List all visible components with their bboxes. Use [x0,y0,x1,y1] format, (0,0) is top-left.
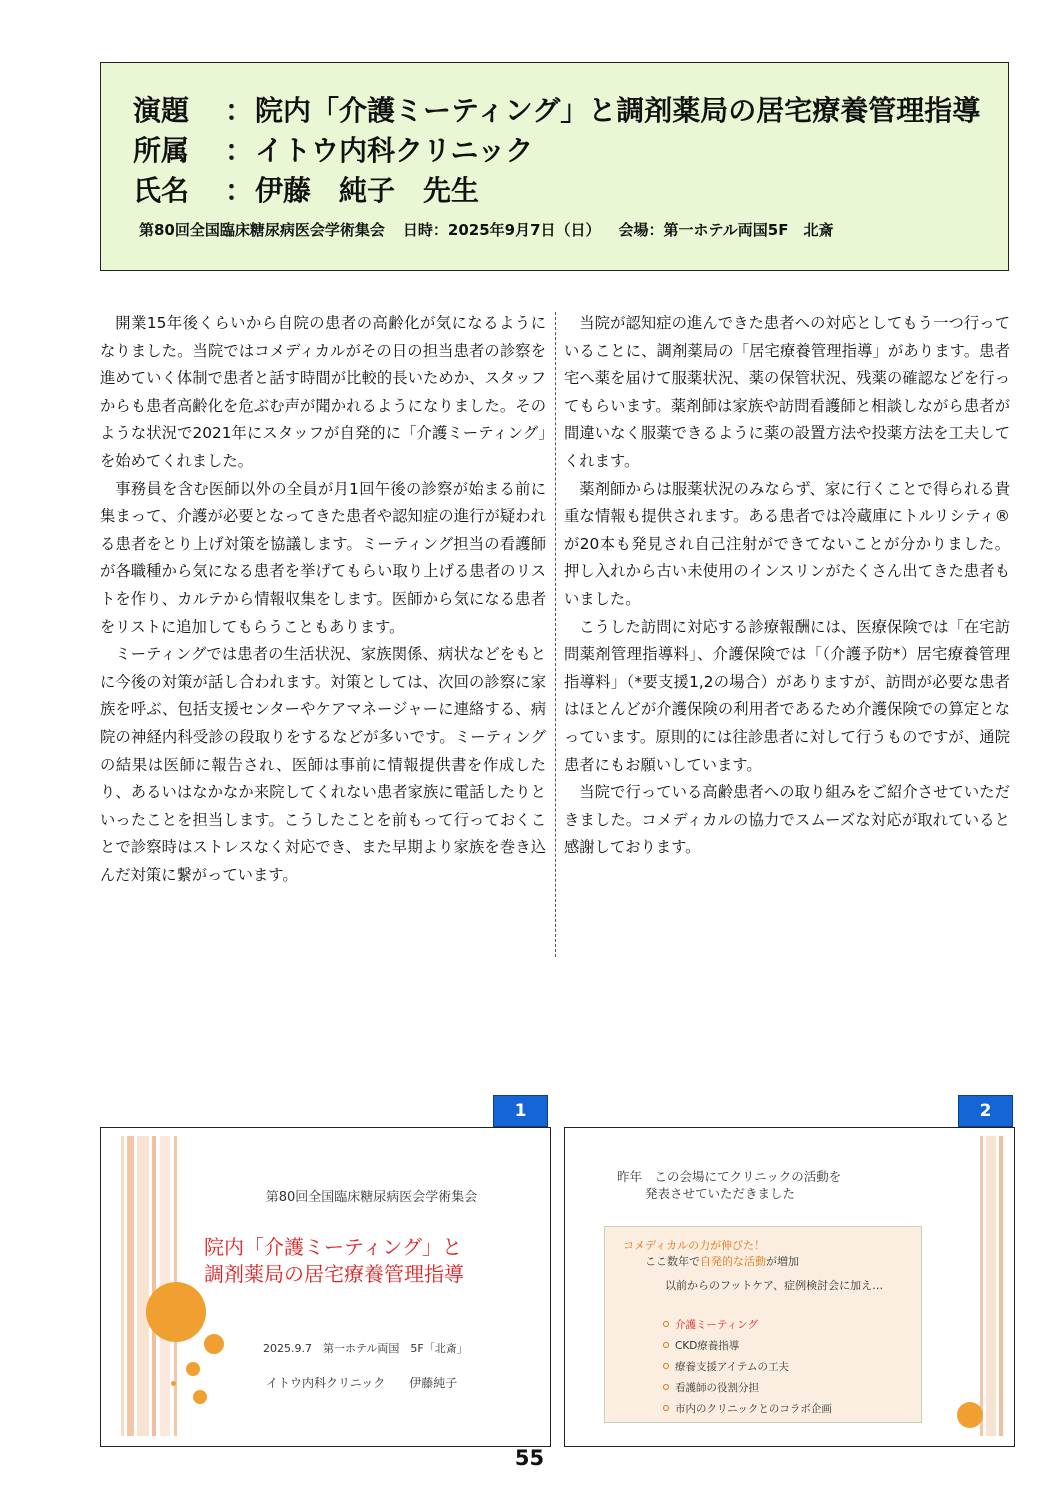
conference-venue: 会場：第一ホテル両国5F 北斎 [618,221,834,239]
decorative-stripe [986,1136,996,1436]
decorative-circle [204,1334,224,1354]
paragraph: ミーティングでは患者の生活状況、家族関係、病状などをもとに今後の対策が話し合われます。対策としては、次回の診察に家族を呼ぶ、包括支援センターやケアマネージャーに連絡する、病院の神経内科受診の段取りをするなどが多いです。ミーティングの結果は医師に報告され、医師は事前に情報提供書を作成したり、あるいはなかなか来院してくれない患者家族に電話したりといったことを担当します。こうしたことを前もって行っておくことで診察時はストレスなく対応でき、また早期より家族を巻き込んだ対策に繋がっています。 [100,645,546,884]
decorative-circle [171,1381,176,1386]
slide-title-line: 調剤薬局の居宅療養管理指導 [204,1262,464,1286]
decorative-circle [193,1390,207,1404]
box-subheadline-highlight: 自発的な活動 [700,1255,766,1268]
affiliation-value: イトウ内科クリニック [255,134,534,167]
paragraph: 薬剤師からは服薬状況のみならず、家に行くことで得られる貴重な情報も提供されます。ある患者では冷蔵庫にトルリシティ®が20本も発見され自己注射ができてないことが分かりました。押し入れから古い未使用のインスリンがたくさん出てきた患者もいました。 [564,479,1010,608]
decorative-circle [957,1402,983,1428]
slide-title-line: 院内「介護ミーティング」と [204,1235,462,1259]
slide-content-box [604,1226,922,1423]
box-intro: 以前からのフットケア、症例検討会に加え… [665,1279,884,1292]
box-subheadline [645,1253,799,1269]
decorative-circle [146,1282,206,1342]
box-subheadline-text: ここ数年で [645,1255,700,1268]
list-item-label: 看護師の役割分担 [675,1382,759,1394]
paragraph: 事務員を含む医師以外の全員が月1回午後の診察が始まる前に集まって、介護が必要となってきた患者や認知症の進行が疑われる患者をとり上げ対策を協議します。ミーティング担当の看護師が各職種から気になる患者を挙げてもらい取り上げる患者のリストを作り、カルテから情報収集をします。医師から気になる患者をリストに追加してもらうこともあります。 [100,479,546,636]
box-subheadline-text: が増加 [766,1255,799,1268]
bullet-icon [663,1405,669,1411]
list-item [663,1399,832,1420]
title-line [133,89,980,129]
list-item [663,1336,832,1357]
slide-heading-line: 発表させていただきました [645,1186,796,1201]
decorative-stripe [999,1136,1003,1436]
slide-title [204,1234,464,1288]
article-column-right [564,310,1010,862]
title-label: 演題 [133,94,190,127]
list-item-label: 介護ミーティング [675,1319,758,1331]
activity-list [663,1315,832,1420]
decorative-stripe [127,1136,134,1436]
slide-1 [100,1127,551,1447]
slide-date-venue: 2025.9.7 第一ホテル両国 5F「北斎」 [263,1342,468,1355]
conference-name: 第80回全国臨床糖尿病医会学術集会 [139,221,385,239]
paragraph: こうした訪問に対応する診療報酬には、医療保険では「在宅訪問薬剤管理指導料」、介護保険では「（介護予防*）居宅療養管理指導料」（*要支援1,2の場合）がありますが、訪問が必要な患者はほとんどが介護保険の利用者であるため介護保険での算定となっています。原則的には往診患者に対して行うものですが、通院患者にもお願いしています。 [564,617,1010,774]
slide-heading [617,1168,841,1202]
column-divider [555,312,556,957]
bullet-icon [663,1363,669,1369]
article-column-left [100,310,546,889]
conference-date: 日時：2025年9月7日（日） [402,221,601,239]
decorative-stripe [137,1136,149,1436]
bullet-icon [663,1342,669,1348]
slide-number-badge: 1 [493,1095,548,1127]
name-line [133,169,479,209]
paragraph: 開業15年後くらいから自院の患者の高齢化が気になるようになりました。当院ではコメディカルがその日の担当患者の診察を進めていく体制で患者と話す時間が比較的長いためか、スタッフからも患者高齢化を危ぶむ声が聞かれるようになりました。そのような状況で2021年にスタッフが自発的に「介護ミーティング」を始めてくれました。 [100,314,546,470]
decorative-stripe [152,1136,156,1436]
decorative-circle [186,1362,200,1376]
list-item [663,1378,832,1399]
bullet-icon [663,1321,669,1327]
paragraph: 当院が認知症の進んできた患者への対応としてもう一つ行っていることに、調剤薬局の「居宅療養管理指導」があります。患者宅へ薬を届けて服薬状況、薬の保管状況、残薬の確認などを行ってもらいます。薬剤師は家族や訪問看護師と相談しながら患者が間違いなく服薬できるように薬の設置方法や投薬方法を工夫してくれます。 [564,314,1010,470]
slide-2 [564,1127,1015,1447]
paragraph: 当院で行っている高齢患者への取り組みをご紹介させていただきました。コメディカルの協力でスムーズな対応が取れていると感謝しております。 [564,783,1010,857]
name-value: 伊藤 純子 先生 [255,174,480,207]
list-item [663,1315,832,1336]
affiliation-label: 所属 [133,134,190,167]
list-item [663,1357,832,1378]
conference-line [139,219,851,240]
list-item-label: 療養支援アイテムの工夫 [675,1361,790,1373]
affiliation-line [133,129,533,169]
slide-conference-name: 第80回全国臨床糖尿病医会学術集会 [265,1190,478,1205]
slide-heading-line: 昨年 この会場にてクリニックの活動を [617,1169,842,1184]
name-label: 氏名 [133,174,190,207]
page-number: 55 [514,1446,545,1470]
slide-author: イトウ内科クリニック 伊藤純子 [266,1376,458,1390]
affiliation-separator: ： [225,134,254,167]
decorative-stripe [980,1136,983,1436]
list-item-label: 市内のクリニックとのコラボ企画 [675,1403,832,1415]
box-headline: コメディカルの力が伸びた！ [623,1239,766,1252]
title-separator: ： [225,94,254,127]
header-box [100,62,1009,271]
name-separator: ： [225,174,254,207]
title-value: 院内「介護ミーティング」と調剤薬局の居宅療養管理指導 [255,94,981,127]
bullet-icon [663,1384,669,1390]
slide-number-badge: 2 [958,1095,1013,1127]
decorative-stripe [121,1136,124,1436]
list-item-label: CKD療養指導 [675,1340,740,1352]
